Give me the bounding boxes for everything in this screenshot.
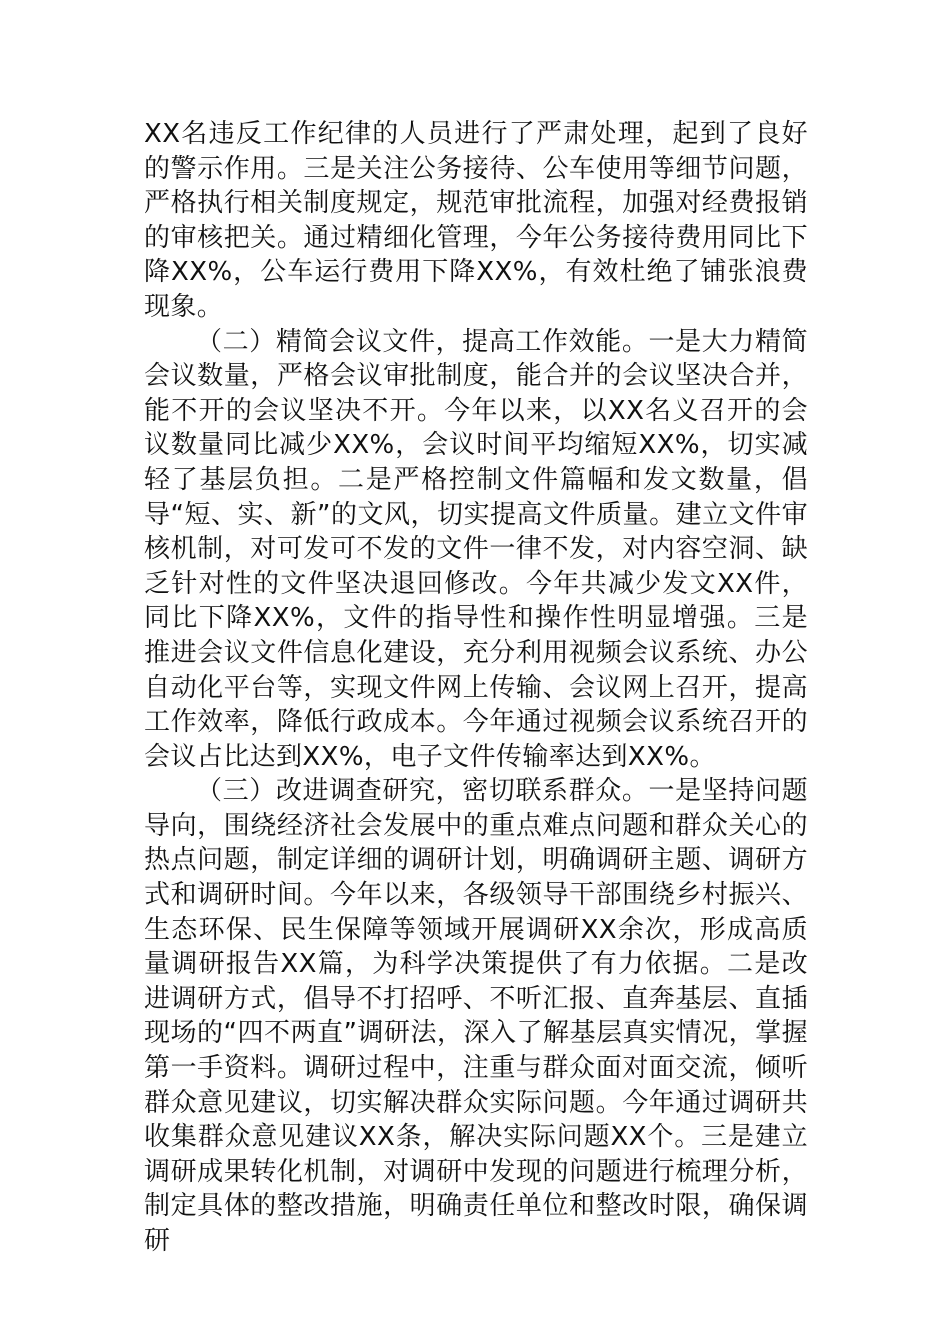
document-body [144,117,808,1259]
paragraph-section-two: （二）精简会议文件，提高工作效能。一是大力精简会议数量，严格会议审批制度，能合并的会议坚决合并，能不开的会议坚决不开。今年以来，以XX名义召开的会议数量同比减少XX%，会议时间平均缩短XX%，切实减轻了基层负担。二是严格控制文件篇幅和发文数量，倡导“短、实、新”的文风，切实提高文件质量。建立文件审核机制，对可发可不发的文件一律不发，对内容空洞、缺乏针对性的文件坚决退回修改。今年共减少发文XX件，同比下降XX%，文件的指导性和操作性明显增强。三是推进会议文件信息化建设，充分利用视频会议系统、办公自动化平台等，实现文件网上传输、会议网上召开，提高工作效率，降低行政成本。今年通过视频会议系统召开的会议占比达到XX%，电子文件传输率达到XX%。 [144,326,808,772]
paragraph-section-three: （三）改进调查研究，密切联系群众。一是坚持问题导向，围绕经济社会发展中的重点难点问题和群众关心的热点问题，制定详细的调研计划，明确调研主题、调研方式和调研时间。今年以来，各级领导干部围绕乡村振兴、生态环保、民生保障等领域开展调研XX余次，形成高质量调研报告XX篇，为科学决策提供了有力依据。二是改进调研方式，倡导不打招呼、不听汇报、直奔基层、直插现场的“四不两直”调研法，深入了解基层真实情况，掌握第一手资料。调研过程中，注重与群众面对面交流，倾听群众意见建议，切实解决群众实际问题。今年通过调研共收集群众意见建议XX条，解决实际问题XX个。三是建立调研成果转化机制，对调研中发现的问题进行梳理分析，制定具体的整改措施，明确责任单位和整改时限，确保调研 [144,776,808,1256]
paragraph-continuation: XX名违反工作纪律的人员进行了严肃处理，起到了良好的警示作用。三是关注公务接待、公车使用等细节问题，严格执行相关制度规定，规范审批流程，加强对经费报销的审核把关。通过精细化管理，今年公务接待费用同比下降XX%，公车运行费用下降XX%，有效杜绝了铺张浪费现象。 [144,119,808,322]
